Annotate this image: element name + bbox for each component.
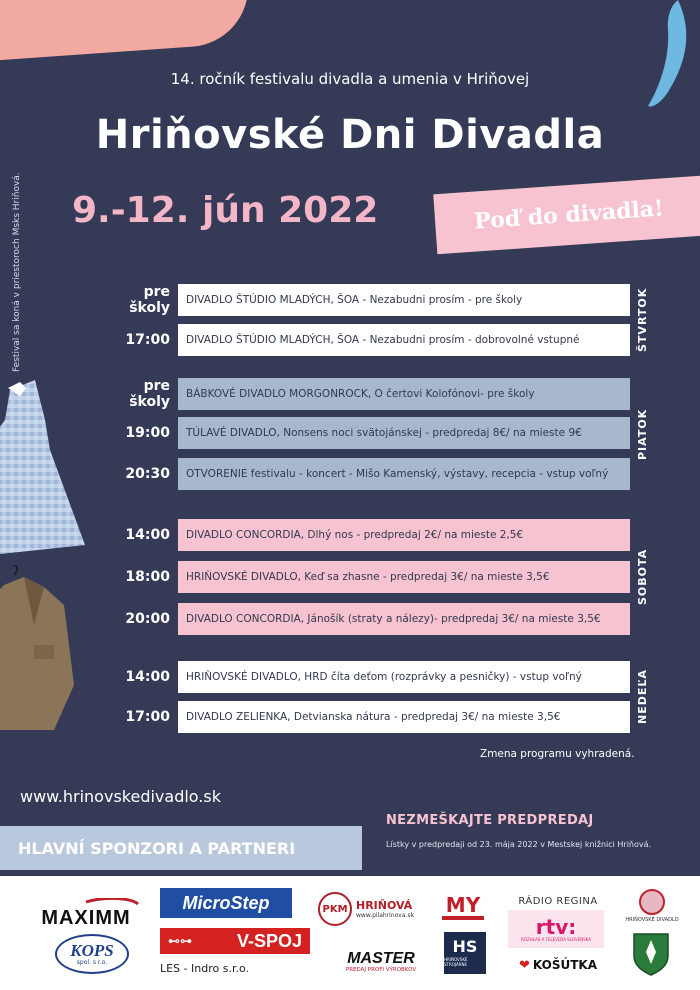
festival-dates: 9.-12. jún 2022	[72, 190, 379, 231]
pink-paint-stroke	[0, 0, 252, 61]
my-logo	[442, 894, 484, 920]
kops-text: KOPS	[70, 941, 114, 960]
schedule-row	[98, 661, 630, 693]
pkm-badge	[318, 892, 352, 926]
tagline-banner	[433, 176, 700, 255]
tagline-text: Poď do divadla!	[473, 195, 665, 235]
hs-logo	[444, 932, 486, 974]
schedule-row	[98, 324, 630, 356]
schedule-row	[98, 458, 630, 490]
dress-illustration	[0, 380, 85, 555]
schedule-row	[98, 701, 630, 733]
event-time: 18:00	[125, 569, 170, 585]
radio-regina-logo	[508, 894, 608, 908]
kops-subtext: spol. s r.o.	[76, 959, 108, 966]
event-time: 17:00	[125, 332, 170, 348]
microstep-text: MicroStep	[182, 892, 270, 913]
rtv-subtext: ROZHLAS A TELEVÍZIA SLOVENSKA	[521, 936, 591, 942]
day-label-thursday: ŠTVRTOK	[636, 287, 649, 353]
kosutka-logo	[508, 956, 608, 974]
event-text: DIVADLO ŠTÚDIO MLADÝCH, ŠOA - Nezabudni prosím - dobrovolné vstupné	[178, 324, 630, 356]
hrinovske-divadlo-text: HRIŇOVSKÉ DIVADLO	[625, 917, 679, 923]
event-text: DIVADLO CONCORDIA, Jánošík (straty a nálezy)- predpredaj 3€/ na mieste 3,5€	[178, 603, 630, 635]
sponsors-heading-box	[0, 826, 362, 870]
rtv-logo	[508, 910, 604, 948]
kops-logo	[55, 934, 129, 974]
day-label-saturday: SOBOTA	[636, 548, 649, 606]
event-text: HRIŇOVSKÉ DIVADLO, HRD číta deťom (rozprávky a pesničky) - vstup voľný	[178, 661, 630, 693]
sponsor-logos-strip	[0, 876, 700, 990]
event-time: 14:00	[125, 527, 170, 543]
event-text: OTVORENIE festivalu - koncert - Mišo Kamenský, výstavy, recepcia - vstup voľný	[178, 458, 630, 490]
event-text: TÚLAVÉ DIVADLO, Nonsens noci svätojánskej - predpredaj 8€/ na mieste 9€	[178, 417, 630, 449]
les-indro-text: LES - Indro s.r.o.	[160, 961, 249, 975]
heart-icon: ❤	[518, 957, 530, 973]
event-time: 14:00	[125, 669, 170, 685]
hs-subtext: HRIŇOVSKÉ STROJÁRNE	[444, 957, 468, 967]
presale-heading: NEZMEŠKAJTE PREDPREDAJ	[386, 813, 594, 828]
day-label-sunday: NEDEĽA	[636, 669, 649, 725]
blue-paint-stroke	[648, 0, 694, 112]
kosutka-text: KOŠÚTKA	[532, 958, 598, 972]
pkm-name-block	[356, 899, 414, 919]
master-logo	[326, 950, 436, 974]
pkm-logo	[318, 892, 430, 926]
microstep-logo	[160, 888, 292, 918]
event-text: HRIŇOVSKÉ DIVADLO, Keď sa zhasne - predpredaj 3€/ na mieste 3,5€	[178, 561, 630, 593]
master-text: MASTER	[347, 950, 415, 967]
event-text: DIVADLO ZELIENKA, Detvianska nátura - predpredaj 3€/ na mieste 3,5€	[178, 701, 630, 733]
pkm-name: HRIŇOVÁ	[356, 899, 413, 912]
event-time: 20:30	[125, 466, 170, 482]
event-time: 19:00	[125, 425, 170, 441]
venue-note: Festival sa koná v priestoroch Msks Hriňová.	[12, 172, 22, 372]
vspoj-logo	[160, 928, 310, 954]
event-time: pre školy	[129, 378, 170, 410]
event-time: pre školy	[129, 284, 170, 316]
schedule-row	[98, 561, 630, 593]
schedule-row	[98, 378, 630, 410]
pkm-url: www.pilahrinova.sk	[356, 912, 415, 919]
vspoj-text: V-SPOJ	[236, 930, 302, 951]
event-text: DIVADLO ŠTÚDIO MLADÝCH, ŠOA - Nezabudni prosím - pre školy	[178, 284, 630, 316]
schedule-row	[98, 284, 630, 316]
rtv-text: rtv:	[535, 914, 577, 939]
maximm-text: MAXIMM	[41, 906, 131, 929]
pkm-text: PKM	[322, 903, 348, 915]
festival-subtitle: 14. ročník festivalu divadla a umenia v Hriňovej	[170, 70, 530, 88]
event-text: DIVADLO CONCORDIA, Dlhý nos - predpredaj 2€/ na mieste 2,5€	[178, 519, 630, 551]
presale-note: Lístky v predpredaji od 23. mája 2022 v Mestskej knižnici Hriňová.	[386, 840, 652, 849]
event-time: 20:00	[125, 611, 170, 627]
schedule-row	[98, 603, 630, 635]
radio-regina-text: RÁDIO REGINA	[518, 895, 598, 907]
coat-of-arms-icon	[632, 932, 670, 976]
festival-title: Hriňovské Dni Divadla	[95, 112, 605, 158]
hrinovske-divadlo-logo	[622, 882, 682, 930]
les-indro-logo	[160, 960, 270, 976]
my-text: MY	[445, 893, 481, 917]
day-label-friday: PIATOK	[636, 408, 649, 460]
event-time: 17:00	[125, 709, 170, 725]
schedule-row	[98, 417, 630, 449]
maximm-logo	[26, 898, 146, 929]
hs-text: HS	[452, 937, 478, 956]
plug-icon: ⊷⊶	[168, 934, 192, 948]
program-changes-note: Zmena programu vyhradená.	[480, 748, 635, 760]
event-text: BÁBKOVÉ DIVADLO MORGONROCK, O čertovi Kolofónovi- pre školy	[178, 378, 630, 410]
theater-mask-icon	[639, 889, 665, 915]
master-subtext: PREDAJ PROFI VÝROBKOV	[345, 967, 417, 973]
website-link[interactable]: www.hrinovskedivadlo.sk	[20, 787, 221, 806]
sponsors-heading: HLAVNÍ SPONZORI A PARTNERI	[18, 838, 296, 858]
jacket-illustration	[0, 565, 86, 730]
schedule-row	[98, 519, 630, 551]
